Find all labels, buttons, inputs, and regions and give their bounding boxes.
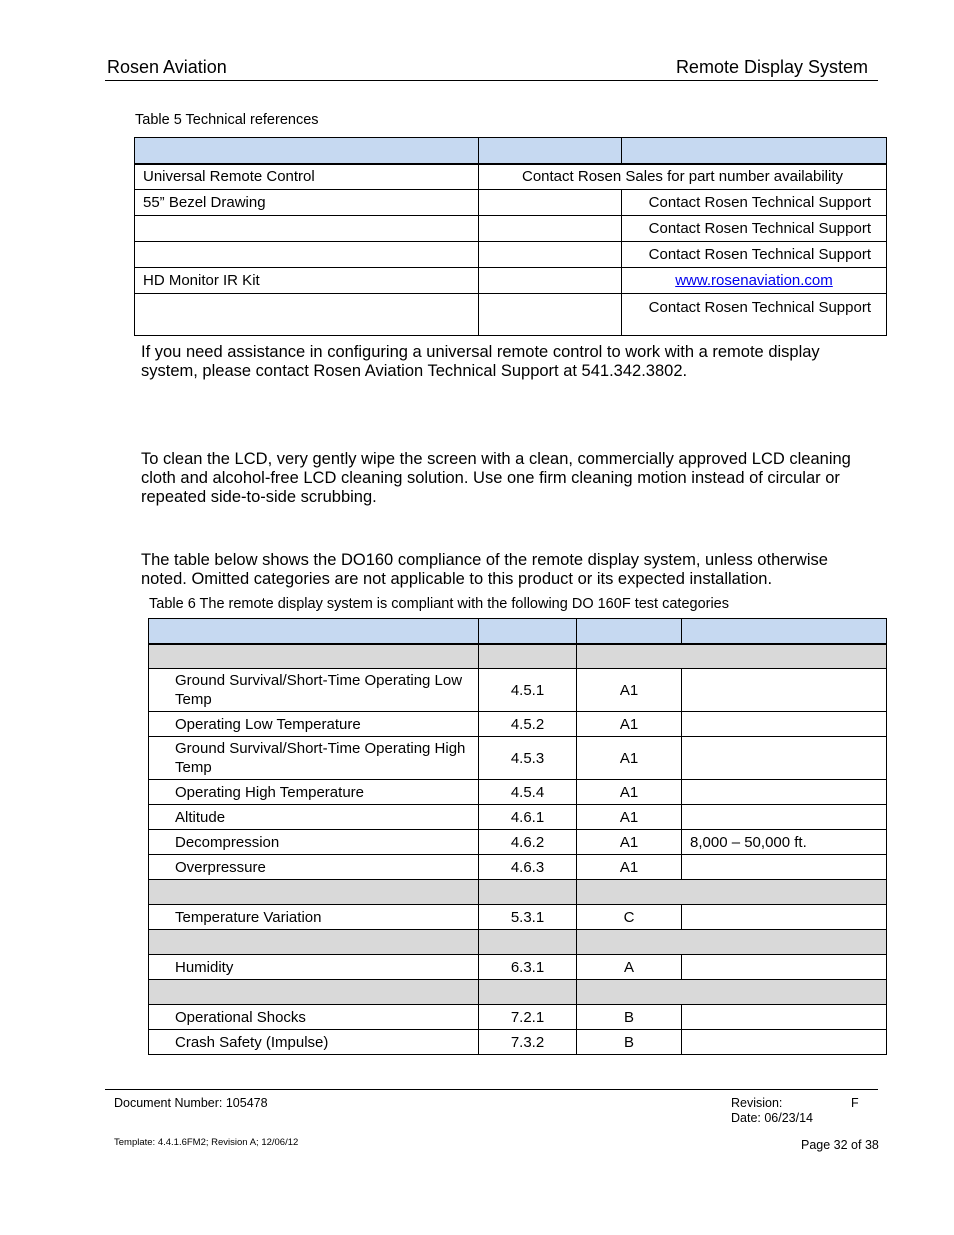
footer-date: Date: 06/23/14 xyxy=(731,1111,814,1125)
test-section: 4.6.1 xyxy=(479,805,577,830)
table-cell xyxy=(135,294,479,336)
footer-revision-value: F xyxy=(851,1096,859,1110)
test-section: 4.6.2 xyxy=(479,830,577,855)
table-row xyxy=(149,1030,887,1055)
test-name: Altitude xyxy=(149,805,479,830)
footer-revision-label: Revision: xyxy=(731,1096,783,1110)
test-name: Temperature Variation xyxy=(149,905,479,930)
table-row xyxy=(135,268,887,294)
table-header-row xyxy=(135,138,887,164)
test-section: 4.6.3 xyxy=(479,855,577,880)
table-row xyxy=(149,855,887,880)
test-category: A1 xyxy=(577,780,682,805)
table-cell: 55” Bezel Drawing xyxy=(135,190,479,216)
table-cell xyxy=(479,294,622,336)
test-category: A1 xyxy=(577,737,682,780)
test-name: Crash Safety (Impulse) xyxy=(149,1030,479,1055)
table-cell: Contact Rosen Technical Support xyxy=(622,216,887,242)
page-header xyxy=(105,56,878,81)
lcd-cleaning-paragraph: To clean the LCD, very gently wipe the screen with a clean, commercially approved LCD cleaning cloth and alcohol-free LCD cleaning solution. Use one firm cleaning motion instead of circular or repeated side-to-side scrubbing. xyxy=(141,450,851,506)
table-group-row xyxy=(149,644,887,669)
table-cell: Contact Rosen Technical Support xyxy=(622,242,887,268)
table-row xyxy=(135,216,887,242)
test-name: Decompression xyxy=(149,830,479,855)
table-group-row xyxy=(149,980,887,1005)
table-cell xyxy=(479,190,622,216)
test-note xyxy=(682,855,887,880)
footer-template: Template: 4.4.1.6FM2; Revision A; 12/06/12 xyxy=(114,1137,299,1148)
test-name: Operating Low Temperature xyxy=(149,712,479,737)
test-name: Humidity xyxy=(149,955,479,980)
test-category: A1 xyxy=(577,855,682,880)
technical-references-table xyxy=(134,137,887,336)
remote-assistance-paragraph: If you need assistance in configuring a universal remote control to work with a remote display system, please contact Rosen Aviation Technical Support at 541.342.3802. xyxy=(141,343,820,380)
table-row xyxy=(149,737,887,780)
table-cell: Contact Rosen Sales for part number availability xyxy=(479,164,887,190)
test-category: A1 xyxy=(577,805,682,830)
table-row xyxy=(135,242,887,268)
table-cell xyxy=(479,268,622,294)
table-row xyxy=(149,1005,887,1030)
test-name: Operating High Temperature xyxy=(149,780,479,805)
table-row xyxy=(135,190,887,216)
table-cell xyxy=(622,268,887,294)
table5-caption: Table 5 Technical references xyxy=(135,112,319,128)
test-section: 6.3.1 xyxy=(479,955,577,980)
table-cell: Contact Rosen Technical Support xyxy=(622,190,887,216)
test-name: Ground Survival/Short-Time Operating High Temp xyxy=(149,737,479,780)
footer-page-number: Page 32 of 38 xyxy=(801,1138,879,1152)
table-row xyxy=(149,955,887,980)
test-section: 5.3.1 xyxy=(479,905,577,930)
table-row xyxy=(149,905,887,930)
table-row xyxy=(135,164,887,190)
test-category: B xyxy=(577,1005,682,1030)
test-note xyxy=(682,737,887,780)
test-section: 4.5.3 xyxy=(479,737,577,780)
test-name: Ground Survival/Short-Time Operating Low Temp xyxy=(149,669,479,712)
test-note xyxy=(682,905,887,930)
table-row xyxy=(135,294,887,336)
table-cell xyxy=(479,216,622,242)
rosen-website-link[interactable]: www.rosenaviation.com xyxy=(675,272,833,289)
test-section: 4.5.1 xyxy=(479,669,577,712)
page-footer xyxy=(105,1089,878,1090)
footer-document-number: Document Number: 105478 xyxy=(114,1096,268,1110)
test-note xyxy=(682,955,887,980)
header-company: Rosen Aviation xyxy=(107,57,227,77)
table-cell: HD Monitor IR Kit xyxy=(135,268,479,294)
test-note xyxy=(682,805,887,830)
test-note xyxy=(682,712,887,737)
table-cell xyxy=(135,216,479,242)
do160-compliance-table xyxy=(148,618,887,1055)
test-category: C xyxy=(577,905,682,930)
table-row xyxy=(149,830,887,855)
table-group-row xyxy=(149,880,887,905)
table-row xyxy=(149,805,887,830)
test-category: A1 xyxy=(577,830,682,855)
test-category: B xyxy=(577,1030,682,1055)
test-section: 7.3.2 xyxy=(479,1030,577,1055)
table-row xyxy=(149,712,887,737)
test-category: A1 xyxy=(577,712,682,737)
test-note: 8,000 – 50,000 ft. xyxy=(682,830,887,855)
test-category: A xyxy=(577,955,682,980)
table-cell xyxy=(135,242,479,268)
test-note xyxy=(682,1005,887,1030)
do160-intro-paragraph: The table below shows the DO160 compliance of the remote display system, unless otherwise noted. Omitted categories are not applicable to this product or its expected installation. xyxy=(141,551,828,588)
table-group-row xyxy=(149,930,887,955)
table-cell xyxy=(479,242,622,268)
table-header-row xyxy=(149,619,887,644)
test-section: 7.2.1 xyxy=(479,1005,577,1030)
test-name: Overpressure xyxy=(149,855,479,880)
table-cell: Contact Rosen Technical Support xyxy=(622,294,887,336)
table-row xyxy=(149,780,887,805)
table6-caption: Table 6 The remote display system is compliant with the following DO 160F test categories xyxy=(149,596,729,612)
test-section: 4.5.4 xyxy=(479,780,577,805)
test-note xyxy=(682,669,887,712)
table-row xyxy=(149,669,887,712)
test-note xyxy=(682,1030,887,1055)
test-note xyxy=(682,780,887,805)
test-section: 4.5.2 xyxy=(479,712,577,737)
test-category: A1 xyxy=(577,669,682,712)
table-cell: Universal Remote Control xyxy=(135,164,479,190)
header-document-title: Remote Display System xyxy=(675,57,868,77)
test-name: Operational Shocks xyxy=(149,1005,479,1030)
